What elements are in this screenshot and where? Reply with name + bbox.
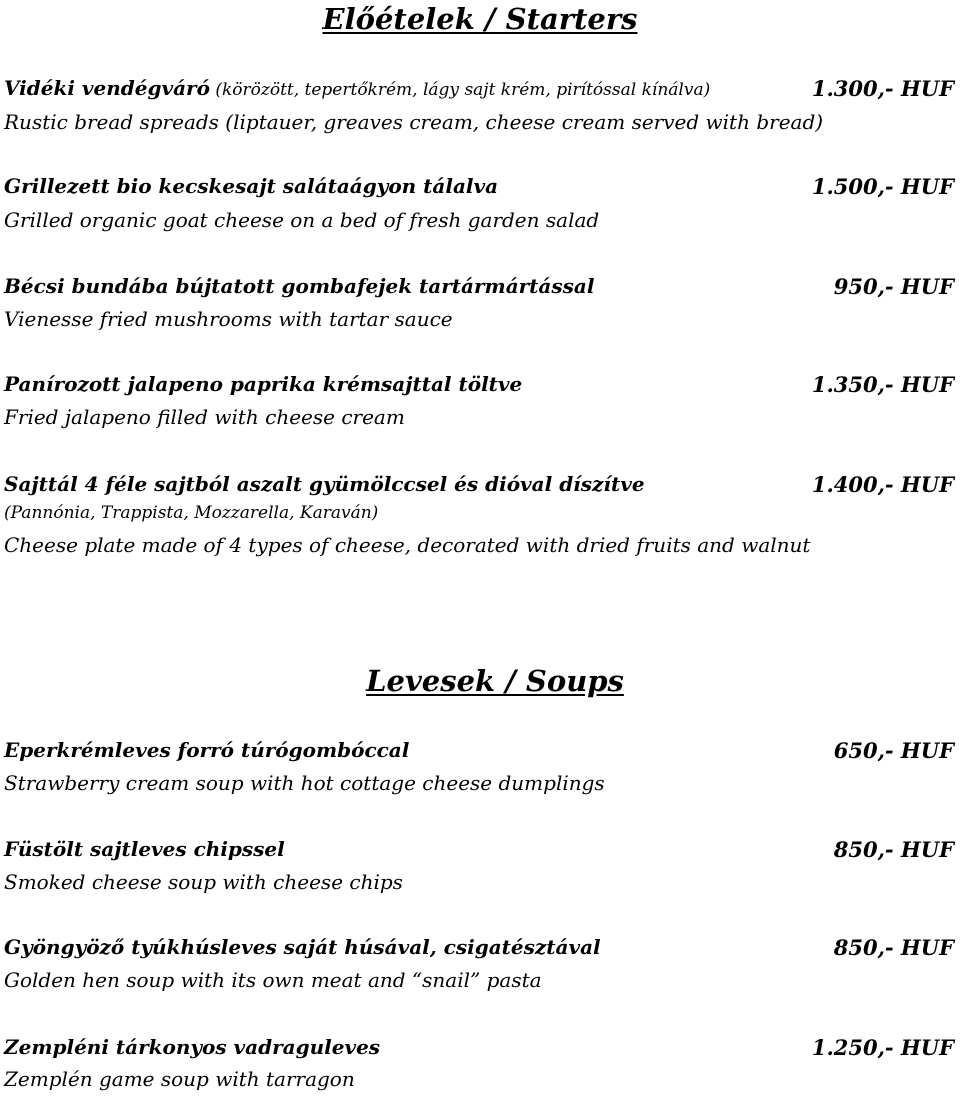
item-price: 950,- HUF: [833, 274, 954, 299]
item-name-en: Golden hen soup with its own meat and “snail” pasta: [4, 968, 542, 992]
item-name-en: Zemplén game soup with tarragon: [4, 1067, 355, 1091]
item-name-hu: Gyöngyöző tyúkhúsleves saját húsával, csigatésztával: [4, 935, 601, 959]
item-note: (körözött, tepertőkrém, lágy sajt krém, pirítóssal kínálva): [209, 80, 711, 100]
item-price: 650,- HUF: [833, 738, 954, 763]
item-price: 850,- HUF: [833, 837, 954, 862]
item-name-hu: Bécsi bundába bújtatott gombafejek tartármártással: [4, 274, 595, 298]
item-name-hu: Sajttál 4 féle sajtból aszalt gyümölccsel és dióval díszítve: [4, 472, 645, 496]
item-name-hu: Vidéki vendégváró (körözött, tepertőkrém, lágy sajt krém, pirítóssal kínálva): [4, 76, 711, 100]
item-name-en: Fried jalapeno filled with cheese cream: [4, 405, 405, 429]
item-price: 1.300,- HUF: [811, 76, 954, 101]
item-price: 1.500,- HUF: [811, 174, 954, 199]
item-subtitle: (Pannónia, Trappista, Mozzarella, Karaván): [4, 503, 379, 523]
item-price: 1.250,- HUF: [811, 1035, 954, 1060]
item-name-en: Strawberry cream soup with hot cottage cheese dumplings: [4, 771, 605, 795]
item-name-en: Grilled organic goat cheese on a bed of fresh garden salad: [4, 208, 600, 232]
soups-heading: Levesek / Soups: [366, 664, 624, 698]
item-name-hu: Zempléni tárkonyos vadraguleves: [4, 1035, 381, 1059]
item-price: 1.350,- HUF: [811, 372, 954, 397]
starters-heading: Előételek / Starters: [322, 2, 638, 36]
item-name-hu: Grillezett bio kecskesajt salátaágyon tálalva: [4, 174, 499, 198]
item-name-hu: Eperkrémleves forró túrógombóccal: [4, 738, 410, 762]
item-name-hu: Füstölt sajtleves chipssel: [4, 837, 285, 861]
item-name-en: Rustic bread spreads (liptauer, greaves cream, cheese cream served with bread): [4, 110, 824, 134]
item-name-en: Vienesse fried mushrooms with tartar sauce: [4, 307, 453, 331]
item-price: 850,- HUF: [833, 935, 954, 960]
item-price: 1.400,- HUF: [811, 472, 954, 497]
item-name-en: Cheese plate made of 4 types of cheese, decorated with dried fruits and walnut: [4, 533, 811, 557]
item-name-en: Smoked cheese soup with cheese chips: [4, 870, 403, 894]
item-name-hu: Panírozott jalapeno paprika krémsajttal töltve: [4, 372, 523, 396]
